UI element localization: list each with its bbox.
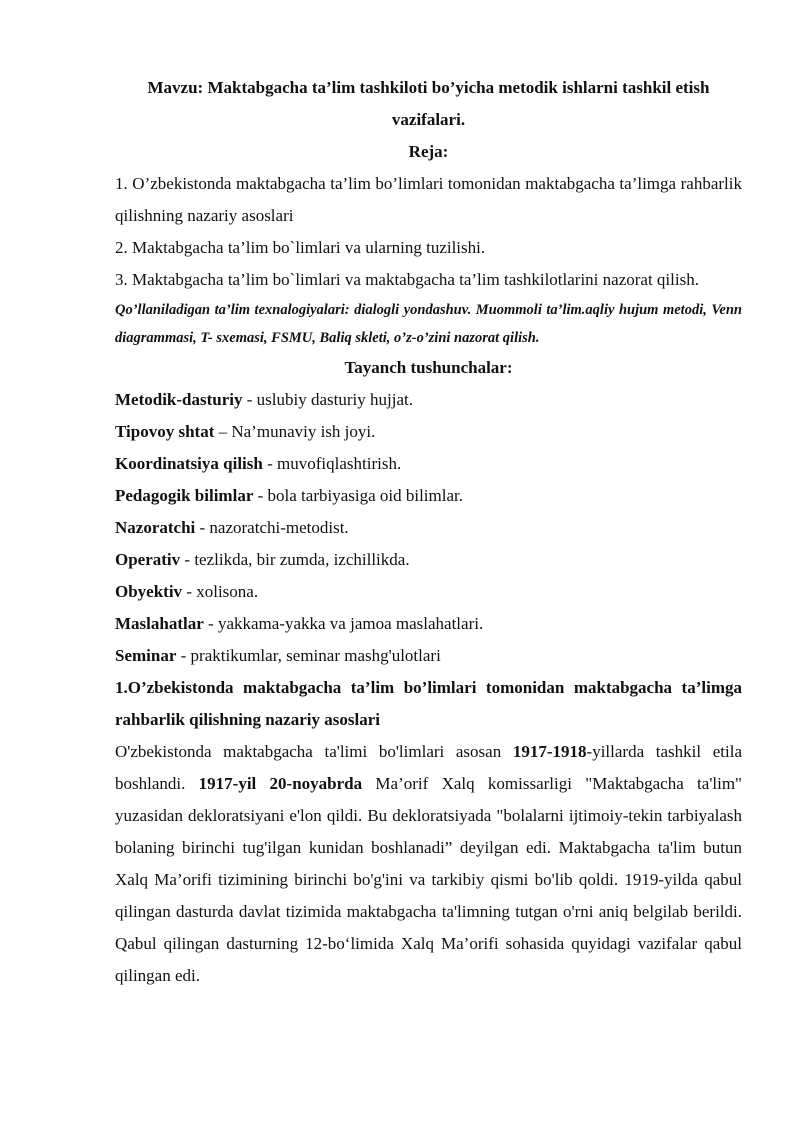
term-line (115, 576, 742, 608)
term-definition: - yakkama-yakka va jamoa maslahatlari. (203, 614, 484, 633)
technologies-paragraph: Qo’llaniladigan ta’lim texnalogiyalari: dialogli yondashuv. Muommoli ta’lim.aqliy hujum metodi, Venn diagrammasi, T- sxemasi, FSMU, Baliq skleti, o’z-o’zini nazorat qilish. (115, 302, 742, 346)
term-definition: - praktikumlar, seminar mashg'ulotlari (176, 646, 441, 665)
term-definition: - uslubiy dasturiy hujjat. (242, 390, 413, 409)
term-definition: - nazoratchi-metodist. (195, 518, 349, 537)
plan-item: 3. Maktabgacha ta’lim bo`limlari va maktabgacha ta’lim tashkilotlarini nazorat qilish. (115, 270, 699, 289)
term-line (115, 480, 742, 512)
term-definition: – Na’munaviy ish joyi. (214, 422, 376, 441)
term: Metodik-dasturiy (115, 390, 243, 409)
plan-item: 2. Maktabgacha ta’lim bo`limlari va ularning tuzilishi. (115, 238, 486, 257)
term-line (115, 512, 742, 544)
document-title: Mavzu: Maktabgacha ta’lim tashkiloti bo’yicha metodik ishlarni tashkil etish vazifalari. (147, 78, 710, 129)
term: Obyektiv (115, 582, 183, 601)
term: Seminar (115, 646, 177, 665)
term-definition: - muvofiqlashtirish. (262, 454, 402, 473)
term: Pedagogik bilimlar (115, 486, 254, 505)
term-line (115, 384, 742, 416)
term-definition: - xolisona. (182, 582, 259, 601)
term: Koordinatsiya qilish (115, 454, 263, 473)
term: Operativ (115, 550, 181, 569)
term: Tipovoy shtat (115, 422, 215, 441)
term-line (115, 544, 742, 576)
body-text: Ma’orif Xalq komissarligi "Maktabgacha ta'lim" yuzasidan dekloratsiyani e'lon qildi. Bu dekloratsiyada "bolalarni ijtimoiy-tekin tarbiyalash bolaning birinchi tug'ilgan kunidan boshlanadi” deyilgan edi. Maktabgacha ta'lim butun Xalq Ma’orifi tizimining birinchi bo'g'ini va tarkibiy qismi bo'lib qoldi. 1919-yilda qabul qilingan dasturda davlat tizimida maktabgacha ta'limning tutgan o'rni aniq belgilab berildi. Qabul qilingan dasturning 12-bo‘limida Xalq Ma’orifi sohasida quyidagi vazifalar qabul qilingan edi. (115, 774, 742, 985)
term: Maslahatlar (115, 614, 204, 633)
plan-item: 1. O’zbekistonda maktabgacha ta’lim bo’limlari tomonidan maktabgacha ta’limga rahbarlik qilishning nazariy asoslari (115, 174, 742, 225)
term-definition: - tezlikda, bir zumda, izchillikda. (180, 550, 410, 569)
body-bold: 1917-yil 20-noyabrda (198, 774, 363, 793)
term-definition: - bola tarbiyasiga oid bilimlar. (253, 486, 463, 505)
body-paragraph (115, 736, 742, 992)
document-page (115, 72, 742, 992)
term-line (115, 608, 742, 640)
body-bold: 1917-1918 (512, 742, 587, 761)
section-heading: 1.O’zbekistonda maktabgacha ta’lim bo’limlari tomonidan maktabgacha ta’limga rahbarlik qilishning nazariy asoslari (115, 678, 742, 729)
plan-heading: Reja: (408, 142, 449, 161)
term-line (115, 416, 742, 448)
term: Nazoratchi (115, 518, 196, 537)
body-text: -yillarda tashkil etila boshlandi. (115, 742, 742, 793)
term-line (115, 640, 742, 672)
body-text: O'zbekistonda maktabgacha ta'limi bo'limlari asosan (115, 742, 513, 761)
term-line (115, 448, 742, 480)
concepts-heading: Tayanch tushunchalar: (344, 358, 513, 377)
